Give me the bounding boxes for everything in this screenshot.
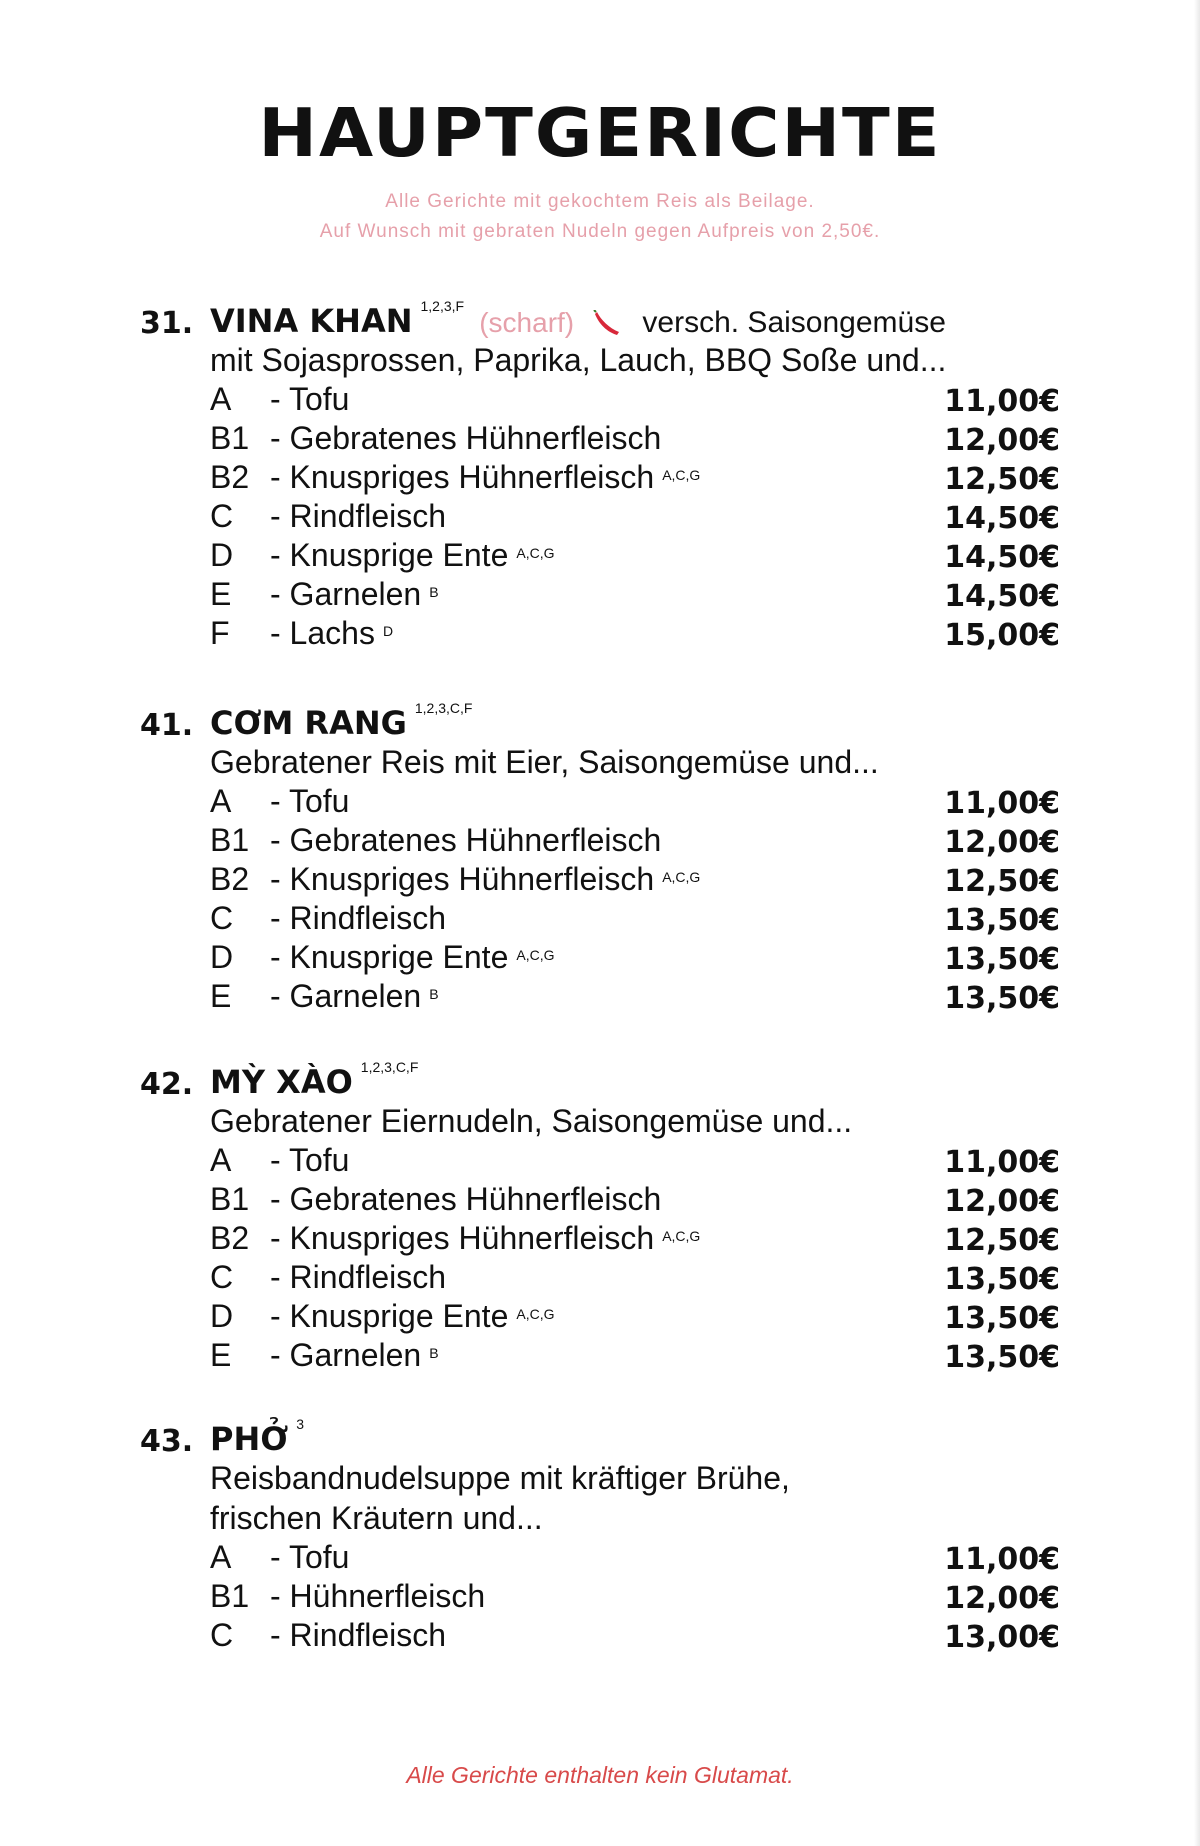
page-edge-shadow: [1194, 0, 1200, 1846]
section-header: [140, 698, 1060, 742]
variant-price: 14,50€: [944, 579, 1060, 614]
variant-allergens: A,C,G: [516, 1306, 555, 1322]
variant-label: - Rindfleisch: [270, 900, 447, 936]
variant-row: [140, 1180, 1060, 1219]
variant-price: 11,00€: [944, 786, 1060, 821]
variant-price: 13,50€: [944, 1340, 1060, 1375]
variant-list: [140, 1141, 1060, 1375]
variant-label: - Tofu: [270, 1539, 350, 1575]
variant-price: 13,00€: [944, 1620, 1060, 1655]
variant-price: 15,00€: [944, 618, 1060, 653]
dish-allergens: 1,2,3,C,F: [414, 700, 473, 716]
variant-row: [140, 497, 1060, 536]
dish-name: CƠM RANG: [210, 704, 407, 742]
variant-code: F: [210, 615, 230, 651]
variant-price: 13,50€: [944, 903, 1060, 938]
chili-pepper-icon: [593, 310, 623, 336]
variant-row: [140, 1577, 1060, 1616]
variant-code: C: [210, 1259, 234, 1295]
variant-row: [140, 1219, 1060, 1258]
variant-code: B2: [210, 1220, 250, 1256]
variant-row: [140, 419, 1060, 458]
variant-label: - Knusprige Ente: [270, 537, 509, 573]
dish-name-line: [210, 700, 473, 742]
footer-note: Alle Gerichte enthalten kein Glutamat.: [406, 1762, 794, 1788]
dish-name: VINA KHAN: [210, 302, 413, 340]
dish-description: Gebratener Reis mit Eier, Saisongemüse und...: [210, 744, 879, 780]
subtitle-line-1: Alle Gerichte mit gekochtem Reis als Beilage.: [385, 191, 815, 212]
variant-row: [140, 821, 1060, 860]
variant-price: 13,50€: [944, 942, 1060, 977]
variant-list: [140, 1538, 1060, 1655]
variant-code: A: [210, 783, 232, 819]
variant-row: [140, 938, 1060, 977]
variant-price: 11,00€: [944, 384, 1060, 419]
variant-label: - Tofu: [270, 381, 350, 417]
dish-allergens: 1,2,3,C,F: [360, 1059, 419, 1075]
variant-price: 14,50€: [944, 540, 1060, 575]
dish-allergens: 1,2,3,F: [420, 298, 465, 314]
variant-code: B2: [210, 459, 250, 495]
menu-section-41: [140, 698, 1060, 1016]
variant-allergens: A,C,G: [662, 869, 701, 885]
variant-code: D: [210, 1298, 234, 1334]
variant-label: - Rindfleisch: [270, 1617, 447, 1653]
menu-section-31: [140, 296, 1060, 653]
variant-code: C: [210, 1617, 234, 1653]
variant-row: [140, 536, 1060, 575]
dish-number: 42.: [140, 1067, 194, 1102]
variant-allergens: A,C,G: [516, 545, 555, 561]
dish-name: MỲ XÀO: [210, 1063, 353, 1101]
variant-label: - Rindfleisch: [270, 498, 447, 534]
variant-label: - Knuspriges Hühnerfleisch: [270, 861, 655, 897]
variant-row: [140, 782, 1060, 821]
variant-allergens: A,C,G: [662, 1228, 701, 1244]
dish-number: 41.: [140, 708, 194, 743]
section-header: [140, 296, 1060, 340]
menu-section-43: [140, 1414, 1060, 1655]
variant-label: - Gebratenes Hühnerfleisch: [270, 420, 662, 456]
variant-label: - Knuspriges Hühnerfleisch: [270, 1220, 655, 1256]
variant-row: [140, 380, 1060, 419]
variant-label: - Knusprige Ente: [270, 939, 509, 975]
dish-name-line: [210, 1416, 304, 1458]
variant-price: 11,00€: [944, 1542, 1060, 1577]
variant-row: [140, 1297, 1060, 1336]
variant-label: - Knusprige Ente: [270, 1298, 509, 1334]
variant-row: [140, 1258, 1060, 1297]
dish-inline-description: versch. Saisongemüse: [642, 306, 946, 339]
variant-price: 14,50€: [944, 501, 1060, 536]
variant-code: E: [210, 1337, 232, 1373]
variant-code: C: [210, 900, 234, 936]
variant-label: - Tofu: [270, 1142, 350, 1178]
variant-allergens: B: [429, 986, 439, 1002]
variant-price: 11,00€: [944, 1145, 1060, 1180]
section-header: [140, 1414, 1060, 1458]
variant-label: - Lachs: [270, 615, 375, 651]
dish-number: 43.: [140, 1424, 194, 1459]
variant-code: B2: [210, 861, 250, 897]
variant-price: 12,00€: [944, 825, 1060, 860]
variant-label: - Garnelen: [270, 576, 422, 612]
variant-code: E: [210, 978, 232, 1014]
variant-code: D: [210, 939, 234, 975]
dish-name: PHỞ: [210, 1420, 289, 1458]
variant-allergens: A,C,G: [516, 947, 555, 963]
subtitle-line-2: Auf Wunsch mit gebraten Nudeln gegen Aufpreis von 2,50€.: [319, 221, 881, 242]
variant-list: [140, 380, 1060, 653]
variant-label: - Tofu: [270, 783, 350, 819]
variant-allergens: B: [429, 1345, 439, 1361]
spicy-label: (scharf): [479, 307, 575, 338]
section-header: [140, 1057, 1060, 1101]
variant-allergens: D: [382, 623, 394, 639]
variant-code: C: [210, 498, 234, 534]
variant-label: - Knuspriges Hühnerfleisch: [270, 459, 655, 495]
variant-code: D: [210, 537, 234, 573]
dish-description: Gebratener Eiernudeln, Saisongemüse und...: [210, 1103, 853, 1139]
variant-row: [140, 614, 1060, 653]
variant-code: A: [210, 381, 232, 417]
variant-price: 12,00€: [944, 1581, 1060, 1616]
variant-price: 13,50€: [944, 1262, 1060, 1297]
variant-row: [140, 899, 1060, 938]
variant-price: 12,50€: [944, 864, 1060, 899]
variant-code: B1: [210, 822, 250, 858]
variant-row: [140, 575, 1060, 614]
variant-label: - Garnelen: [270, 1337, 422, 1373]
variant-row: [140, 1538, 1060, 1577]
variant-label: - Gebratenes Hühnerfleisch: [270, 1181, 662, 1217]
variant-price: 12,00€: [944, 1184, 1060, 1219]
variant-row: [140, 860, 1060, 899]
variant-code: A: [210, 1142, 232, 1178]
variant-price: 13,50€: [944, 1301, 1060, 1336]
variant-label: - Hühnerfleisch: [270, 1578, 486, 1614]
variant-code: B1: [210, 1578, 250, 1614]
dish-name-line: [210, 1059, 419, 1101]
variant-allergens: B: [429, 584, 439, 600]
page-title: HAUPTGERICHTE: [258, 94, 942, 172]
dish-description-line-1: Reisbandnudelsuppe mit kräftiger Brühe,: [210, 1460, 790, 1496]
variant-code: A: [210, 1539, 232, 1575]
variant-label: - Garnelen: [270, 978, 422, 1014]
variant-code: B1: [210, 420, 250, 456]
variant-price: 13,50€: [944, 981, 1060, 1016]
variant-row: [140, 1141, 1060, 1180]
dish-allergens: 3: [296, 1416, 304, 1432]
dish-description: mit Sojasprossen, Paprika, Lauch, BBQ Soße und...: [210, 342, 947, 378]
variant-label: - Rindfleisch: [270, 1259, 447, 1295]
menu-section-42: [140, 1057, 1060, 1375]
dish-description-line-2: frischen Kräutern und...: [210, 1500, 543, 1536]
variant-row: [140, 1336, 1060, 1375]
variant-list: [140, 782, 1060, 1016]
dish-name-line: [210, 298, 946, 340]
variant-row: [140, 977, 1060, 1016]
variant-price: 12,00€: [944, 423, 1060, 458]
variant-allergens: A,C,G: [662, 467, 701, 483]
variant-label: - Gebratenes Hühnerfleisch: [270, 822, 662, 858]
variant-price: 12,50€: [944, 462, 1060, 497]
variant-code: B1: [210, 1181, 250, 1217]
variant-row: [140, 458, 1060, 497]
dish-number: 31.: [140, 306, 194, 341]
variant-row: [140, 1616, 1060, 1655]
variant-code: E: [210, 576, 232, 612]
variant-price: 12,50€: [944, 1223, 1060, 1258]
